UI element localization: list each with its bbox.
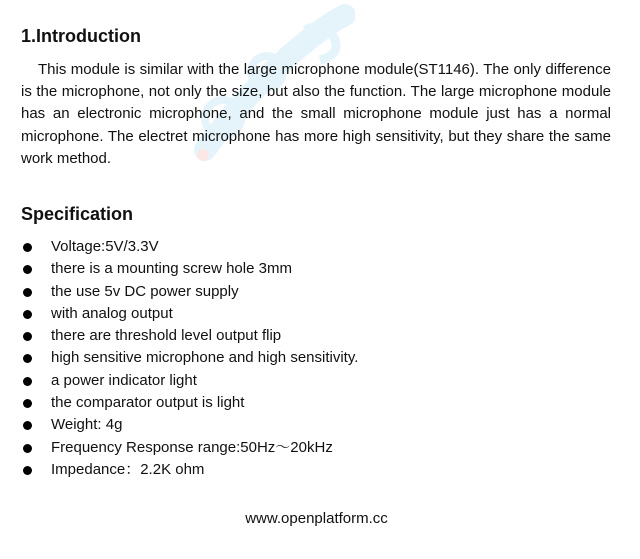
spec-item-label: a power indicator light [51, 371, 197, 389]
bullet-icon [23, 466, 32, 475]
bullet-icon [23, 332, 32, 341]
spec-item-label: Weight: 4g [51, 416, 123, 434]
spec-item-threshold-flip [21, 325, 358, 347]
spec-item-sensitivity [21, 347, 358, 369]
spec-item-label: Impedance：2.2K ohm [51, 460, 205, 478]
spec-item-power-indicator [21, 370, 358, 392]
spec-item-analog-output [21, 303, 358, 325]
spec-item-frequency-response [21, 437, 358, 459]
spec-item-label: high sensitive microphone and high sensitivity. [51, 349, 359, 367]
spec-item-power-supply [21, 281, 358, 303]
introduction-paragraph: This module is similar with the large microphone module(ST1146). The only difference is the microphone, not only the size, but also the function. The large microphone module has an electronic microphone, and the small microphone module just has a normal microphone. The electret microphone has more high sensitivity, but they share the same work method. [21, 61, 611, 167]
spec-item-label: there are threshold level output flip [51, 327, 282, 345]
bullet-icon [23, 310, 32, 319]
bullet-icon [23, 444, 32, 453]
bullet-icon [23, 354, 32, 363]
bullet-icon [23, 399, 32, 408]
spec-item-label: the use 5v DC power supply [51, 282, 239, 300]
bullet-icon [23, 243, 32, 252]
spec-item-label: with analog output [51, 304, 173, 322]
spec-item-voltage [21, 236, 358, 258]
bullet-icon [23, 421, 32, 430]
spec-item-label: Voltage:5V/3.3V [51, 238, 159, 255]
spec-item-weight [21, 414, 358, 436]
spec-item-impedance [21, 459, 358, 481]
footer-url: www.openplatform.cc [245, 510, 388, 527]
spec-item-comparator [21, 392, 358, 414]
bullet-icon [23, 377, 32, 386]
spec-item-mounting-hole [21, 258, 358, 280]
bullet-icon [23, 265, 32, 274]
spec-item-label: Frequency Response range:50Hz～20kHz [51, 438, 333, 456]
introduction-heading: 1.Introduction [21, 26, 141, 46]
specification-heading: Specification [21, 204, 134, 224]
spec-item-label: the comparator output is light [51, 394, 245, 412]
bullet-icon [23, 288, 32, 297]
spec-item-label: there is a mounting screw hole 3mm [51, 260, 292, 278]
specification-list [21, 236, 358, 481]
